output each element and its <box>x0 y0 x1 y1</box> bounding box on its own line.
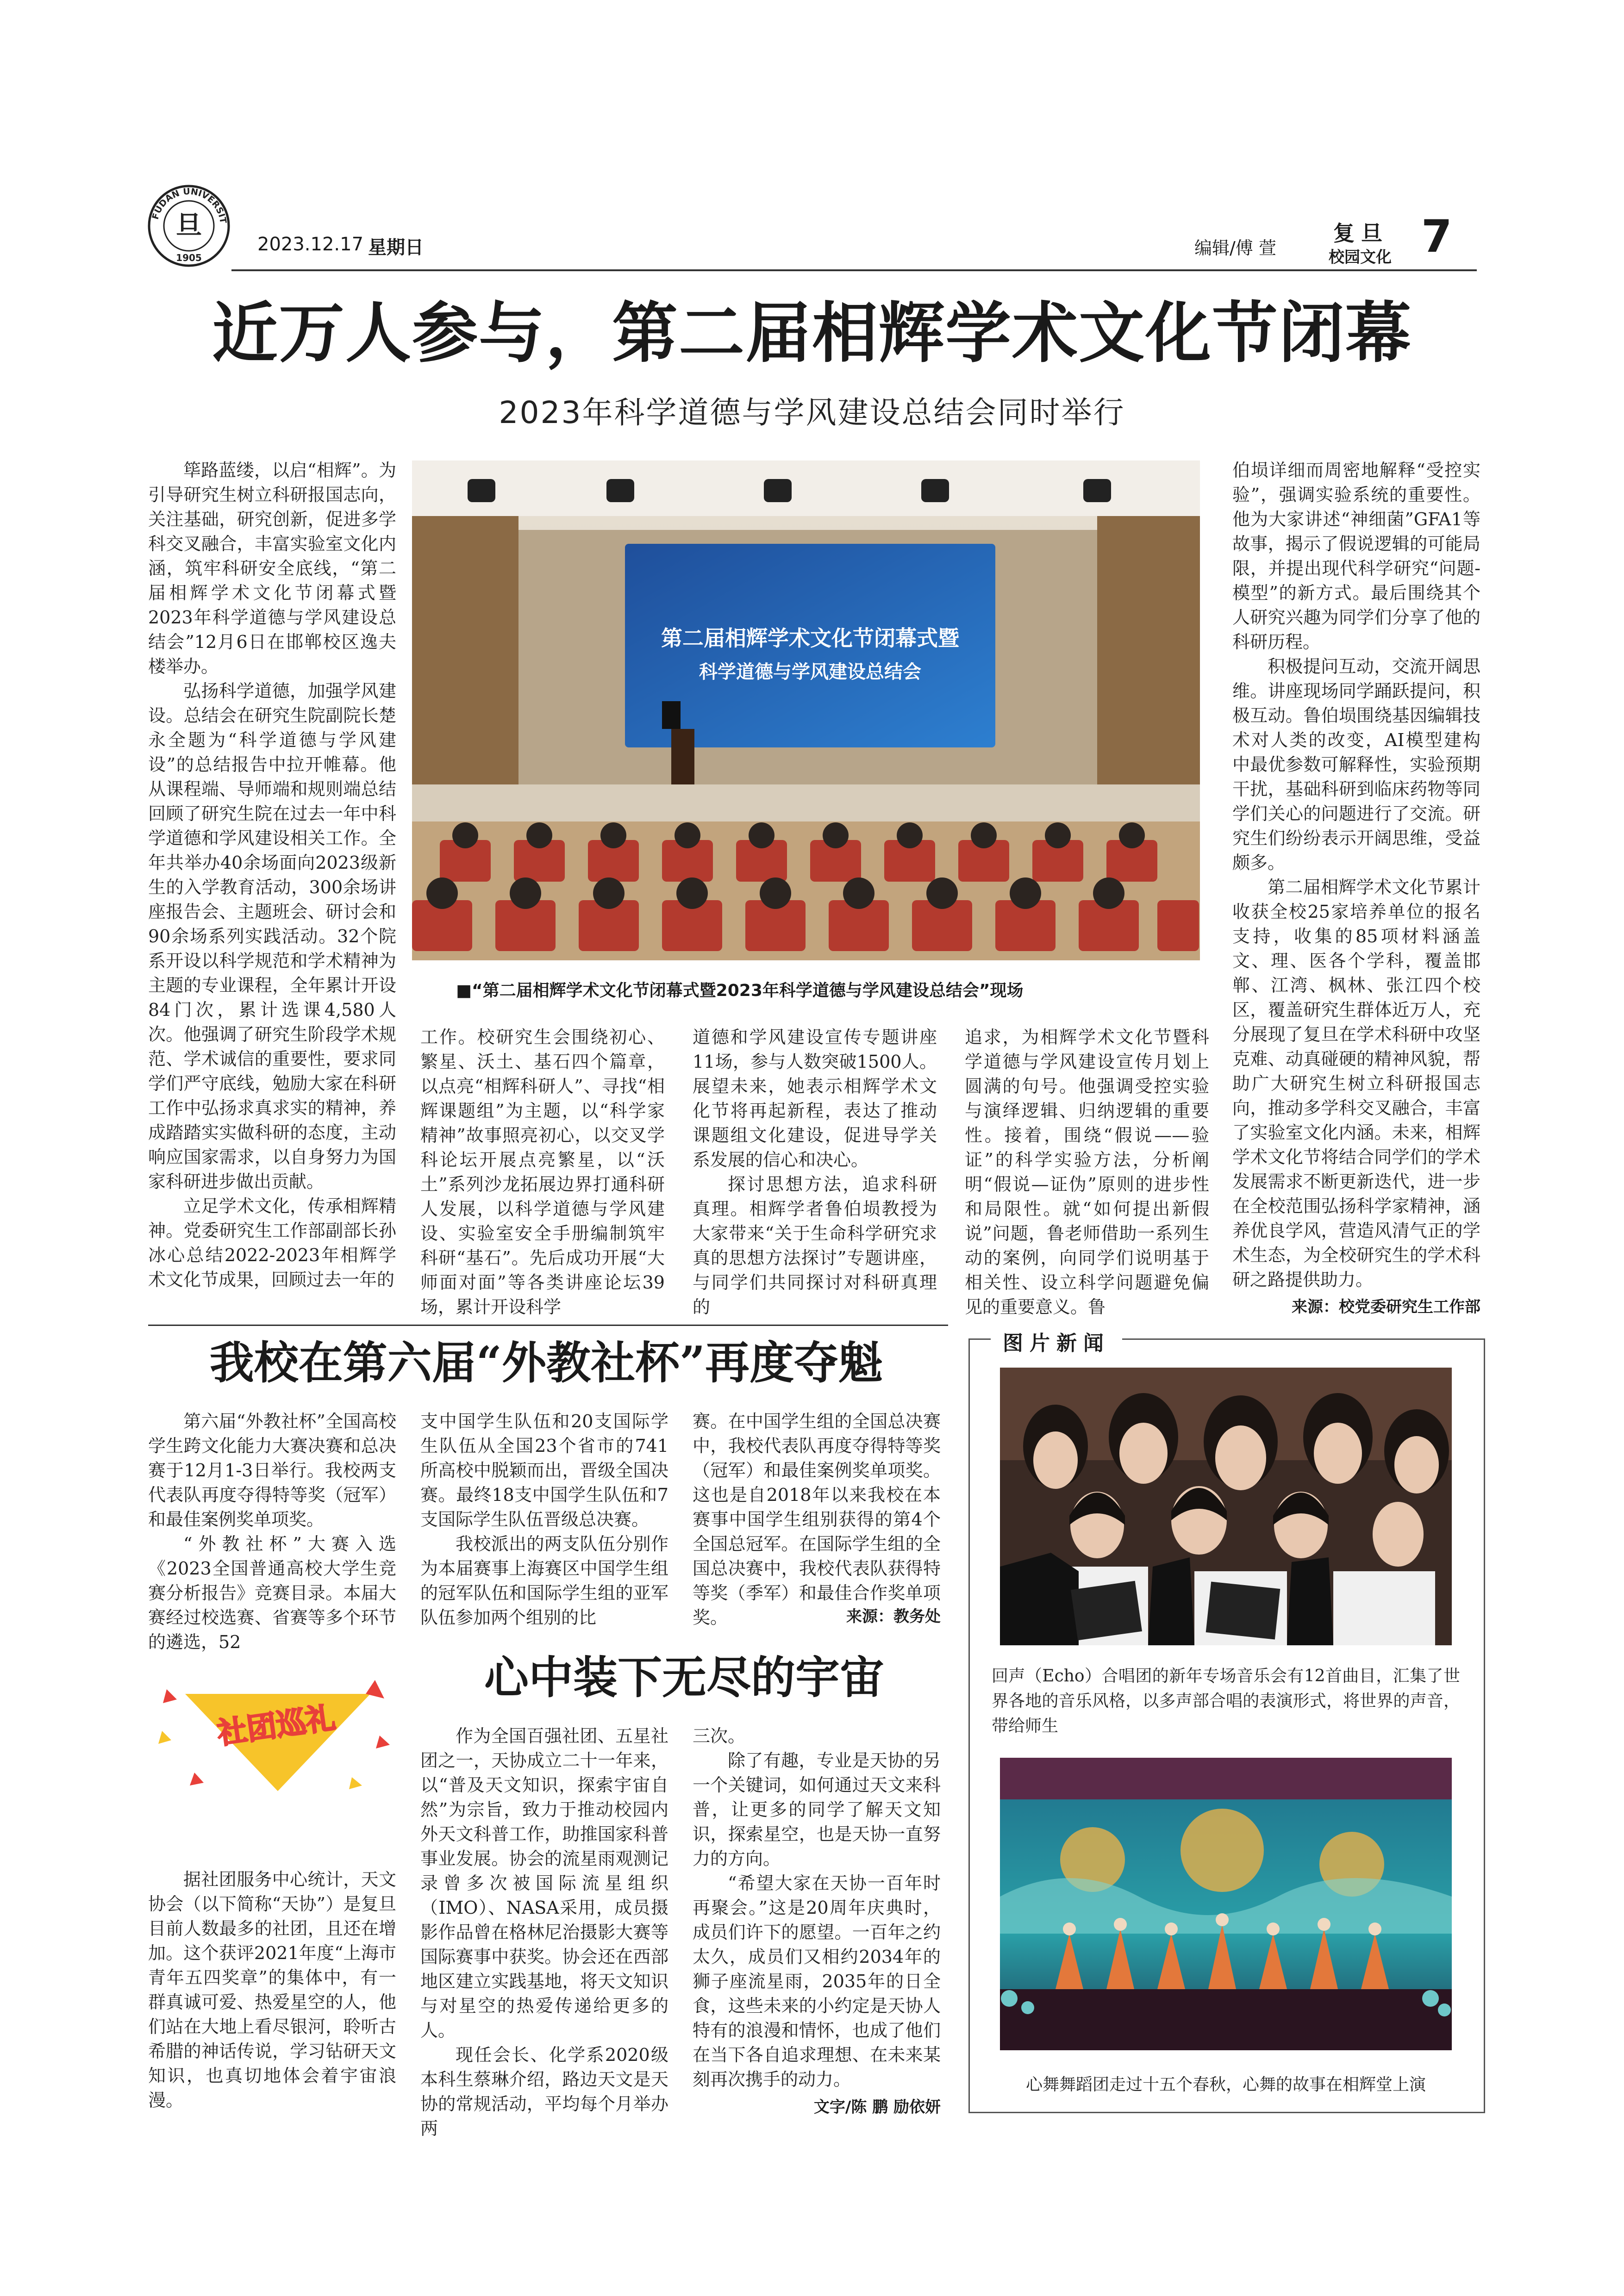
choir-photo-caption: 回声（Echo）合唱团的新年专场音乐会有12首曲目，汇集了世界各地的音乐风格，以多声部合唱的表演形式，将世界的声音，带给师生 <box>992 1667 1460 1736</box>
club-badge <box>153 1666 394 1805</box>
article1-headline: 近万人参与，第二届相辉学术文化节闭幕 <box>212 295 1412 372</box>
photo-news-label-text: 图片新闻 <box>1003 1332 1110 1355</box>
event-photo <box>412 460 1200 960</box>
masthead-rule <box>231 269 1477 271</box>
section-name: 校园文化 <box>1329 248 1392 267</box>
photo-news-label <box>991 1326 1122 1356</box>
paper-name: 复旦 <box>1333 221 1389 246</box>
section-divider-1 <box>148 1325 948 1326</box>
svg-text:旦: 旦 <box>176 210 202 241</box>
dance-photo-caption: 心舞舞蹈团走过十五个春秋，心舞的故事在相辉堂上演 <box>1025 2075 1426 2094</box>
svg-text:1905: 1905 <box>176 252 202 263</box>
university-seal-logo <box>147 184 231 268</box>
article3-headline: 心中装下无尽的宇宙 <box>484 1651 884 1704</box>
article2-col2: 支中国学生队伍和20支国际学生队伍从全国23个省市的741所高校中脱颖而出，晋级全国决赛。最终18支中国学生队伍和7支国际学生队伍晋级总决赛。 我校派出的两支队伍分别作为本届赛事上海赛区中国学生组的冠军队伍和国际学生组的亚军队伍参加两个组别的比 <box>420 1411 668 1628</box>
event-photo-caption: ■“第二届相辉学术文化节闭幕式暨2023年科学道德与学风建设总结会”现场 <box>456 981 1024 1000</box>
article2-source: 来源：教务处 <box>846 1607 941 1626</box>
article2-headline: 我校在第六届“外教社杯”再度夺魁 <box>209 1337 883 1389</box>
screen-title-2: 科学道德与学风建设总结会 <box>699 661 921 683</box>
masthead <box>0 0 1624 278</box>
article2-col3: 赛。在中国学生组的全国总决赛中，我校代表队再度夺得特等奖（冠军）和最佳案例奖单项奖。这也是自2018年以来我校在本赛事中国学生组别获得的第4个全国总冠军。在国际学生组的全国总决赛中，我校代表队获得特等奖（季军）和最佳合作奖单项奖。 <box>693 1411 941 1628</box>
club-badge-text: 社团巡礼 <box>215 1700 337 1751</box>
article3-col3: 三次。 除了有趣，专业是天协的另一个关键词，如何通过天文来科普，让更多的同学了解天文知识，探索星空，也是天协一直努力的方向。 “希望大家在天协一百年时再聚会。”这是20周年庆典时，成员们许下的愿望。一百年之约太久，成员们又相约2034年的狮子座流星雨，2035年的日全食，这些未来的小约定是天协人特有的浪漫和情怀，也成了他们在当下各自追求理想、在未来某刻再次携手的动力。 <box>693 1726 941 2090</box>
article3-col2: 作为全国百强社团、五星社团之一，天协成立二十一年来，以“普及天文知识，探索宇宙自然”为宗旨，致力于推动校园内外天文科普工作，助推国家科普事业发展。协会的流星雨观测记录曾多次被国际流星组织（IMO）、NASA采用，成员摄影作品曾在格林尼治摄影大赛等国际赛事中获奖。协会还在西部地区建立实践基地，将天文知识与对星空的热爱传递给更多的人。 现任会长、化学系2020级本科生蔡琳介绍，路边天文是天协的常规活动，平均每个月举办两 <box>420 1726 668 2139</box>
article1-col-b3: 追求，为相辉学术文化节暨科学道德与学风建设宣传月划上圆满的句号。他强调受控实验与演绎逻辑、归纳逻辑的重要性。接着，围绕“假说——验证”的科学实验方法，分析阐明“假说—证伪”原则的进步性和局限性。就“如何提出新假说”问题，鲁老师借助一系列生动的案例，向同学们说明基于相关性、设立科学问题避免偏见的重要意义。鲁 <box>965 1027 1209 1317</box>
article1-col-left: 筚路蓝缕，以启“相辉”。为引导研究生树立科研报国志向，关注基础，研究创新，促进多学科交叉融合，丰富实验室文化内涵，筑牢科研安全底线，“第二届相辉学术文化节闭幕式暨2023年科学道德与学风建设总结会”12月6日在邯郸校区逸夫楼举办。 弘扬科学道德，加强学风建设。总结会在研究生院副院长楚永全题为“科学道德与学风建设”的总结报告中拉开帷幕。他从课程端、导师端和规则端总结回顾了研究生院在过去一年中科学道德和学风建设相关工作。全年共举办40余场面向2023级新生的入学教育活动，300余场讲座报告会、主题班会、研讨会和90余场系列实践活动。32个院系开设以科学规范和学术精神为主题的专业课程，全年累计开设84门次，累计选课4,580人次。他强调了研究生阶段学术规范、学术诚信的重要性，要求同学们严守底线，勉励大家在科研工作中弘扬求真求实的精神，养成踏踏实实做科研的态度，主动响应国家需求，以自身努力为国家科研进步做出贡献。 立足学术文化，传承相辉精神。党委研究生工作部副部长孙冰心总结2022-2023年相辉学术文化节成果，回顾过去一年的 <box>148 460 396 1290</box>
article1-col-b1: 工作。校研究生会围绕初心、繁星、沃土、基石四个篇章，以点亮“相辉科研人”、寻找“相辉课题组”为主题，以“科学家精神”故事照亮初心，以交叉学科论坛开展点亮繁星，以“沃土”系列沙龙拓展边界打通科研人发展，以科学道德与学风建设、实验室安全手册编制筑牢科研“基石”。先后成功开展“大师面对面”等各类讲座论坛39场，累计开设科学 <box>420 1027 665 1317</box>
article1-col-b2: 道德和学风建设宣传专题讲座11场，参与人数突破1500人。展望未来，她表示相辉学术文化节将再起新程，表达了推动课题组文化建设，促进导学关系发展的信心和决心。 探讨思想方法，追求科研真理。相辉学者鲁伯埙教授为大家带来“关于生命科学研究求真的思想方法探讨”专题讲座，与同学们共同探讨对科研真理的 <box>693 1027 937 1317</box>
article1-subheadline: 2023年科学道德与学风建设总结会同时举行 <box>499 395 1125 430</box>
article3-byline: 文字/陈 鹏 励依妍 <box>813 2098 941 2116</box>
issue-date: 2023.12.17 <box>257 234 364 255</box>
page-number: 7 <box>1421 211 1452 262</box>
screen-title-1: 第二届相辉学术文化节闭幕式暨 <box>661 626 959 651</box>
page-editor: 编辑/傅 萱 <box>1194 238 1276 258</box>
dance-photo <box>1000 1758 1452 2050</box>
svg-text:FUDAN UNIVERSITY: FUDAN UNIVERSIT <box>150 186 228 224</box>
choir-photo <box>1000 1368 1452 1645</box>
issue-weekday: 星期日 <box>368 237 424 258</box>
article2-col1: 第六届“外教社杯”全国高校学生跨文化能力大赛决赛和总决赛于12月1-3日举行。我校两支代表队再度夺得特等奖（冠军）和最佳案例奖单项奖。 “外教社杯”大赛入选《2023全国普通高校大学生竞赛分析报告》竞赛目录。本届大赛经过校选赛、省赛等多个环节的遴选，52 <box>148 1411 396 1652</box>
article1-source: 来源：校党委研究生工作部 <box>1292 1298 1480 1316</box>
article1-col-right: 伯埙详细而周密地解释“受控实验”，强调实验系统的重要性。他为大家讲述“神细菌”GFA1等故事，揭示了假说逻辑的可能局限，并提出现代科学研究“问题-模型”的新方式。最后围绕其个人研究兴趣为同学们分享了他的科研历程。 积极提问互动，交流开阔思维。讲座现场同学踊跃提问，积极互动。鲁伯埙围绕基因编辑技术对人类的改变，AI模型建构中最优参数可解释性，实验预期干扰，基础科研到临床药物等同学们关心的问题进行了交流。研究生们纷纷表示开阔思维，受益颇多。 第二届相辉学术文化节累计收获全校25家培养单位的报名支持，收集的85项材料涵盖文、理、医各个学科，覆盖邯郸、江湾、枫林、张江四个校区，覆盖研究生群体近万人，充分展现了复旦在学术科研中攻坚克难、动真碰硬的精神风貌，帮助广大研究生树立科研报国志向，推动多学科交叉融合，丰富了实验室文化内涵。未来，相辉学术文化节将结合同学们的学术发展需求不断更新迭代，进一步在全校范围弘扬科学家精神，涵养优良学风，营造风清气正的学术生态，为全校研究生的学术科研之路提供助力。 <box>1232 460 1480 1290</box>
article3-col1: 据社团服务中心统计，天文协会（以下简称“天协”）是复旦目前人数最多的社团，且还在增加。这个获评2021年度“上海市青年五四奖章”的集体中，有一群真诚可爱、热爱星空的人，他们站在大地上看尽银河，聆听古希腊的神话传说，学习钻研天文知识，也真切地体会着宇宙浪漫。 <box>148 1869 396 2110</box>
